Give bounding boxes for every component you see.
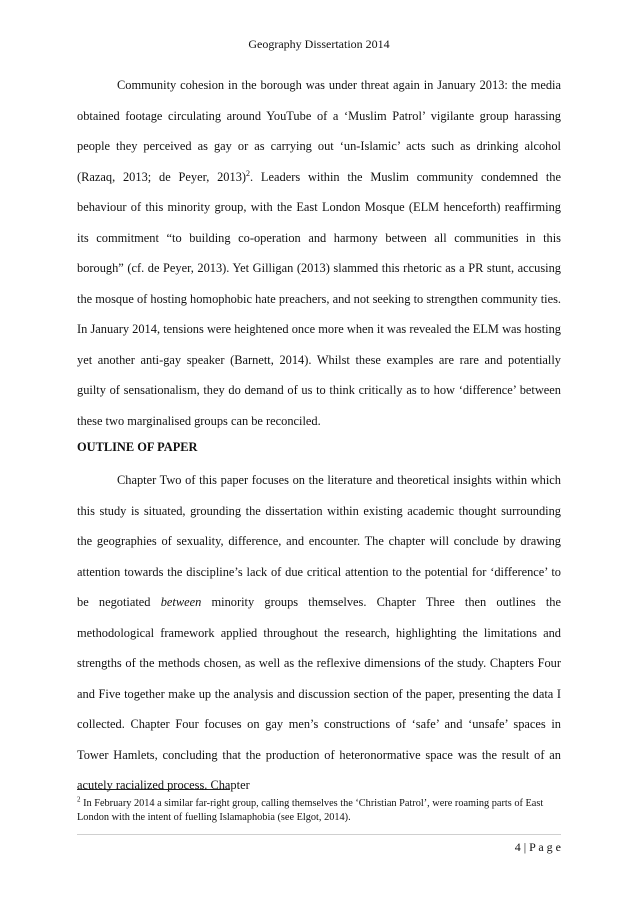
footnote-number: 2 (77, 795, 81, 804)
footer-divider (77, 834, 561, 835)
footnote-reference[interactable]: 2 (246, 168, 251, 178)
footnote-divider (77, 789, 230, 790)
paragraph-1-text-start: Community cohesion in the borough was under threat again in January 2013: the media obtained footage circulating around YouTube of a ‘Muslim Patrol’ vigilante group harassing people they perceived as gay or as carrying out ‘un-Islamic’ acts such as drinking alcohol (Razaq, 2013; de Peyer, 2013) (77, 78, 561, 184)
running-header: Geography Dissertation 2014 (248, 37, 390, 51)
body-paragraph-1 (77, 70, 561, 436)
section-heading: OUTLINE OF PAPER (77, 440, 198, 454)
emphasis-word: between (160, 595, 202, 609)
body-paragraph-2 (77, 465, 561, 801)
paragraph-2-text-end: minority groups themselves. Chapter Three then outlines the methodological framework applied throughout the research, highlighting the limitations and strengths of the methods chosen, as well as the reflexive dimensions of the study. Chapters Four and Five together make up the analysis and discussion section of the paper, presenting the data I collected. Chapter Four focuses on gay men’s constructions of ‘safe’ and ‘unsafe’ spaces in Tower Hamlets, concluding that the production of heteronormative space was the result of an acutely racialized process. Chapter (77, 595, 561, 792)
page-number: 4 | P a g e (514, 840, 561, 854)
paragraph-2-text-start: Chapter Two of this paper focuses on the literature and theoretical insights within which this study is situated, grounding the dissertation within existing academic thought surrounding the geographies of sexuality, difference, and encounter. The chapter will conclude by drawing attention towards the discipline’s lack of due critical attention to the potential for ‘difference’ to be negotiated (77, 473, 561, 609)
footnote-text: In February 2014 a similar far-right group, calling themselves the ‘Christian Patrol’, were roaming parts of East London with the intent of fuelling Islamaphobia (see Elgot, 2014). (77, 798, 544, 823)
paragraph-1-text-end: . Leaders within the Muslim community condemned the behaviour of this minority group, with the East London Mosque (ELM henceforth) reaffirming its commitment “to building co-operation and harmony between all communities in this borough” (cf. de Peyer, 2013). Yet Gilligan (2013) slammed this rhetoric as a PR stunt, accusing the mosque of hosting homophobic hate preachers, and not seeking to strengthen community ties. In January 2014, tensions were heightened once more when it was revealed the ELM was hosting yet another anti-gay speaker (Barnett, 2014). Whilst these examples are rare and potentially guilty of sensationalism, they do demand of us to think critically as to how ‘difference’ between these two marginalised groups can be reconciled. (77, 169, 561, 428)
footnote (77, 797, 561, 825)
